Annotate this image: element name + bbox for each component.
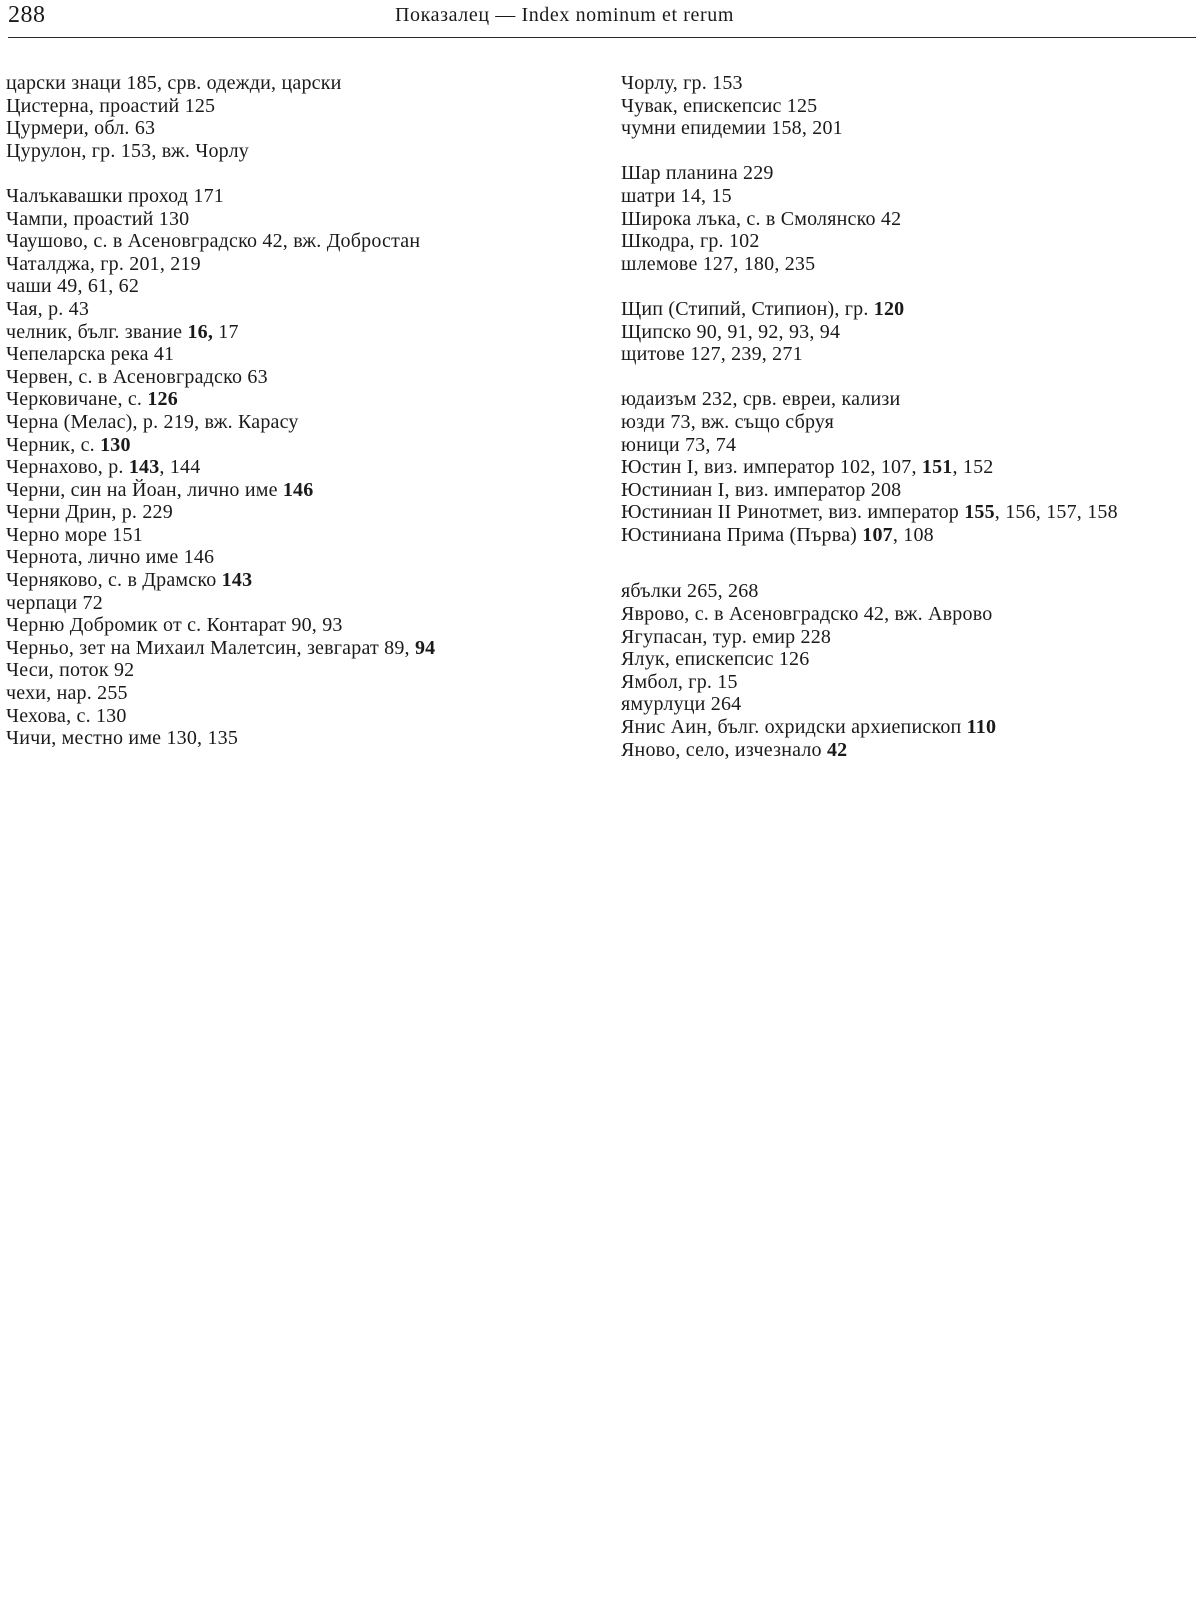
index-entry <box>6 727 435 750</box>
entry-text: Чалъкавашки проход 171 <box>6 184 224 207</box>
entry-text: Яново, село, изчезнало <box>621 738 827 761</box>
index-entry <box>6 298 435 321</box>
index-entry <box>6 456 435 479</box>
bold-page-ref: 42 <box>826 738 848 761</box>
entry-text: чаши 49, 61, 62 <box>6 275 140 298</box>
entry-group <box>621 388 1118 546</box>
entry-text: юници 73, 74 <box>621 433 737 456</box>
bold-page-ref: 143 <box>221 569 253 592</box>
entry-text: черпаци 72 <box>6 591 103 614</box>
bold-page-ref: 143 <box>128 456 160 479</box>
index-entry <box>621 434 1118 457</box>
entry-text: Юстиниан I, виз. император 208 <box>621 478 902 501</box>
entry-group <box>621 580 1118 761</box>
entry-text: , 144 <box>159 456 201 479</box>
entry-text: Цистерна, проастий 125 <box>6 94 216 117</box>
index-entry <box>6 434 435 457</box>
entry-group <box>621 298 1118 366</box>
index-entry <box>6 95 435 118</box>
entry-text: Яврово, с. в Асеновградско 42, вж. Аврово <box>621 603 993 626</box>
entry-text: Черник, с. <box>6 433 101 456</box>
entry-text: Янис Аин, бълг. охридски архиепископ <box>621 716 967 739</box>
index-entry <box>6 72 435 95</box>
index-entry <box>6 479 435 502</box>
index-entry <box>6 230 435 253</box>
index-entry <box>6 253 435 276</box>
entry-text: Щипско 90, 91, 92, 93, 94 <box>621 320 841 343</box>
group-gap <box>621 140 1118 163</box>
entry-text: Чувак, епискепсис 125 <box>621 94 818 117</box>
group-gap <box>621 275 1118 298</box>
bold-page-ref: 146 <box>282 478 314 501</box>
entry-text: Черньо, зет на Михаил Малетсин, зевгарат 89, <box>6 636 415 659</box>
group-gap <box>6 162 435 185</box>
entry-text: Щип (Стипий, Стипион), гр. <box>621 297 874 320</box>
index-entry <box>6 659 435 682</box>
index-entry <box>621 501 1118 524</box>
index-entry <box>6 592 435 615</box>
entry-text: Черковичане, с. <box>6 388 148 411</box>
entry-text: Юстин I, виз. император 102, 107, <box>621 456 922 479</box>
index-entry <box>621 693 1118 716</box>
index-entry <box>6 411 435 434</box>
bold-page-ref: 151 <box>921 456 953 479</box>
index-entry <box>6 343 435 366</box>
entry-text: Цурулон, гр. 153, вж. Чорлу <box>6 139 249 162</box>
entry-text: шатри 14, 15 <box>621 184 732 207</box>
index-entry <box>621 456 1118 479</box>
index-entry <box>621 230 1118 253</box>
index-entry <box>621 321 1118 344</box>
entry-text: Черно море 151 <box>6 523 143 546</box>
index-entry <box>621 185 1118 208</box>
index-entry <box>621 524 1118 547</box>
entry-text: Шкодра, гр. 102 <box>621 230 760 253</box>
bold-page-ref: 155 <box>964 501 995 524</box>
entry-text: юдаизъм 232, срв. евреи, кализи <box>621 388 901 411</box>
index-entry <box>621 411 1118 434</box>
entry-text: Чампи, проастий 130 <box>6 207 190 230</box>
entry-text: чумни епидемии 158, 201 <box>621 117 843 140</box>
index-entry <box>6 185 435 208</box>
index-entry <box>621 298 1118 321</box>
entry-text: Чорлу, гр. 153 <box>621 72 743 94</box>
entry-text: Чичи, местно име 130, 135 <box>6 727 239 750</box>
index-entry <box>621 162 1118 185</box>
entry-text: Чеси, поток 92 <box>6 659 135 682</box>
entry-text: Чепеларска река 41 <box>6 343 175 366</box>
entry-text: юзди 73, вж. също сбруя <box>621 410 834 433</box>
index-entry <box>621 648 1118 671</box>
index-entry <box>621 253 1118 276</box>
index-column-left <box>6 72 435 750</box>
index-entry <box>621 671 1118 694</box>
index-entry <box>6 366 435 389</box>
entry-text: царски знаци 185, срв. одежди, царски <box>6 72 342 94</box>
index-entry <box>6 614 435 637</box>
entry-text: Ямбол, гр. 15 <box>621 670 738 693</box>
index-entry <box>621 208 1118 231</box>
index-entry <box>6 321 435 344</box>
index-entry <box>621 388 1118 411</box>
index-entry <box>6 682 435 705</box>
entry-group <box>621 162 1118 275</box>
entry-text: Чернота, лично име 146 <box>6 546 215 569</box>
entry-text: щитове 127, 239, 271 <box>621 343 803 366</box>
index-entry <box>6 388 435 411</box>
bold-page-ref: 126 <box>147 388 178 411</box>
entry-text: Черна (Мелас), р. 219, вж. Карасу <box>6 410 299 433</box>
entry-group <box>621 72 1118 140</box>
index-entry <box>6 705 435 728</box>
entry-text: челник, бълг. звание <box>6 320 188 343</box>
entry-text: Цурмери, обл. 63 <box>6 117 156 140</box>
index-entry <box>621 603 1118 626</box>
group-gap <box>621 366 1118 389</box>
entry-text: , 108 <box>892 523 934 546</box>
page-number: 288 <box>8 2 46 28</box>
entry-text: Чернахово, р. <box>6 456 129 479</box>
index-entry <box>6 546 435 569</box>
entry-text: ябълки 265, 268 <box>621 580 759 603</box>
entry-text: Широка лъка, с. в Смолянско 42 <box>621 207 902 230</box>
index-entry <box>6 524 435 547</box>
entry-text: Чая, р. 43 <box>6 297 90 320</box>
entry-text: Чаушово, с. в Асеновградско 42, вж. Добростан <box>6 230 421 253</box>
group-gap <box>621 546 1118 580</box>
entry-group <box>6 72 435 162</box>
index-entry <box>6 637 435 660</box>
index-entry <box>6 208 435 231</box>
bold-page-ref: 16, <box>187 320 214 343</box>
index-entry <box>6 140 435 163</box>
index-entry <box>621 716 1118 739</box>
entry-text: Чаталджа, гр. 201, 219 <box>6 252 201 275</box>
index-entry <box>621 739 1118 762</box>
entry-text: , 152 <box>952 456 994 479</box>
index-entry <box>621 117 1118 140</box>
entry-text: Чехова, с. 130 <box>6 704 127 727</box>
index-entry <box>6 117 435 140</box>
running-head: Показалец — Index nominum et rerum <box>395 4 735 26</box>
entry-text: ямурлуци 264 <box>621 693 742 716</box>
entry-text: 17 <box>213 320 239 343</box>
bold-page-ref: 107 <box>862 523 893 546</box>
index-entry <box>621 626 1118 649</box>
index-entry <box>621 479 1118 502</box>
bold-page-ref: 110 <box>966 716 997 739</box>
entry-text: Червен, с. в Асеновградско 63 <box>6 365 268 388</box>
entry-group <box>6 185 435 750</box>
entry-text: Черни, син на Йоан, лично име <box>6 478 283 501</box>
entry-text: Ягупасан, тур. емир 228 <box>621 625 832 648</box>
entry-text: Шар планина 229 <box>621 162 774 185</box>
index-entry <box>6 569 435 592</box>
bold-page-ref: 94 <box>414 636 436 659</box>
entry-text: чехи, нар. 255 <box>6 682 128 705</box>
index-entry <box>6 275 435 298</box>
header-rule <box>8 37 1196 38</box>
bold-page-ref: 120 <box>873 297 905 320</box>
index-entry <box>6 501 435 524</box>
entry-text: Юстиниан II Ринотмет, виз. император <box>621 501 965 524</box>
entry-text: Черняково, с. в Драмско <box>6 569 222 592</box>
index-entry <box>621 343 1118 366</box>
entry-text: Черни Дрин, р. 229 <box>6 501 173 524</box>
index-entry <box>621 95 1118 118</box>
index-entry <box>621 72 1118 95</box>
entry-text: Ялук, епискепсис 126 <box>621 648 810 671</box>
entry-text: шлемове 127, 180, 235 <box>621 252 816 275</box>
entry-text: Юстиниана Прима (Първа) <box>621 523 863 546</box>
index-column-right <box>621 72 1118 761</box>
bold-page-ref: 130 <box>100 433 131 456</box>
index-entry <box>621 580 1118 603</box>
entry-text: , 156, 157, 158 <box>994 501 1118 524</box>
entry-text: Черню Добромик от с. Контарат 90, 93 <box>6 614 343 637</box>
